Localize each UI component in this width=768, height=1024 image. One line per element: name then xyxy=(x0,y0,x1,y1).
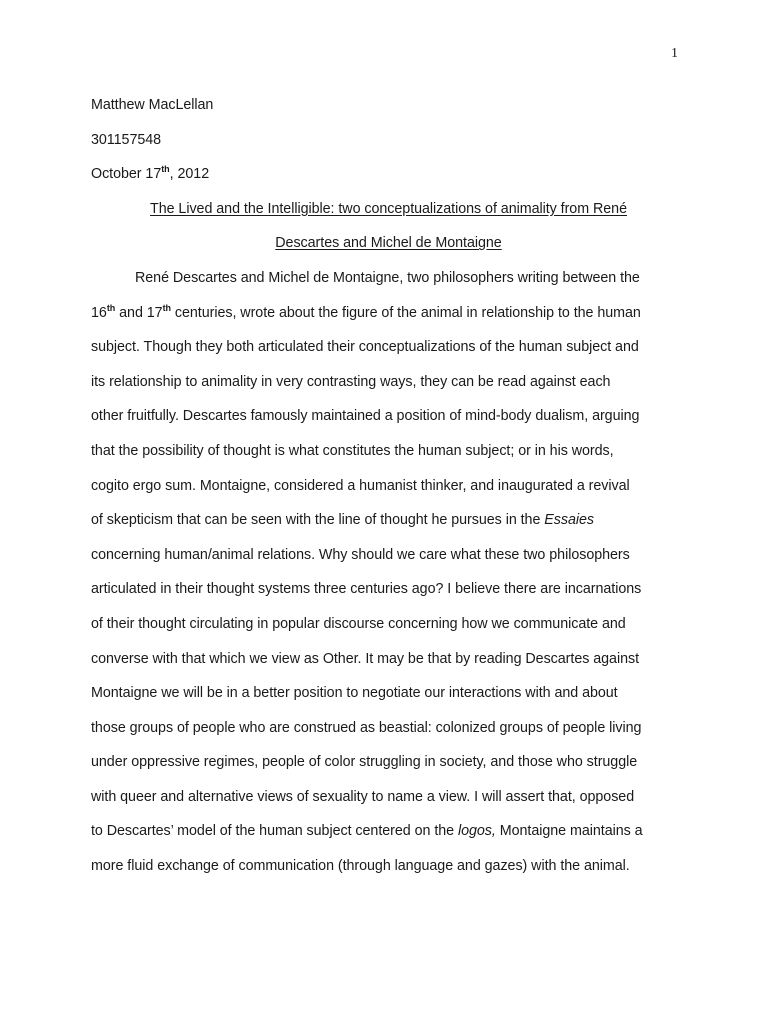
author-name: Matthew MacLellan xyxy=(91,97,214,113)
century-16: 16 xyxy=(91,304,107,321)
essay-title-line-2 xyxy=(91,226,686,261)
body-line: those groups of people who are construed as beastial: colonized groups of people living xyxy=(91,719,642,736)
body-line: that the possibility of thought is what constitutes the human subject; or in his words, xyxy=(91,442,614,459)
ordinal-suffix: th xyxy=(106,302,116,313)
body-text: to Descartes’ model of the human subject centered on the xyxy=(91,823,458,840)
body-line xyxy=(91,814,686,849)
italic-title-essaies: Essaies xyxy=(544,512,595,529)
body-line: cogito ergo sum. Montaigne, considered a humanist thinker, and inaugurated a revival xyxy=(91,477,630,494)
ordinal-suffix: th xyxy=(162,302,171,313)
essay-title-text-2: Descartes and Michel de Montaigne xyxy=(275,235,502,252)
document-body xyxy=(91,88,686,884)
body-line: concerning human/animal relations. Why should we care what these two philosophers xyxy=(91,546,630,563)
body-line: under oppressive regimes, people of color struggling in society, and those who struggle xyxy=(91,754,638,771)
body-line: René Descartes and Michel de Montaigne, two philosophers writing between the xyxy=(135,269,640,286)
body-line: other fruitfully. Descartes famously maintained a position of mind-body dualism, arguing xyxy=(91,408,640,425)
body-line: more fluid exchange of communication (through language and gazes) with the animal. xyxy=(91,858,630,875)
body-line: converse with that which we view as Other. It may be that by reading Descartes against xyxy=(91,650,639,667)
body-line xyxy=(91,503,686,538)
date-year: , 2012 xyxy=(169,166,210,183)
body-line: articulated in their thought systems three centuries ago? I believe there are incarnations xyxy=(91,581,642,598)
body-line: of their thought circulating in popular discourse concerning how we communicate and xyxy=(91,615,626,632)
date-month-day: October 17 xyxy=(91,166,162,183)
body-line: with queer and alternative views of sexuality to name a view. I will assert that, opposed xyxy=(91,788,635,805)
body-line: subject. Though they both articulated their conceptualizations of the human subject and xyxy=(91,339,639,356)
body-line: its relationship to animality in very contrasting ways, they can be read against each xyxy=(91,373,611,390)
italic-term-logos: logos, xyxy=(457,823,496,840)
student-id: 301157548 xyxy=(91,131,162,148)
body-text: Montaigne maintains a xyxy=(495,823,643,840)
century-17: and 17 xyxy=(115,304,163,321)
body-line: Montaigne we will be in a better position to negotiate our interactions with and about xyxy=(91,685,618,702)
essay-title-line-1 xyxy=(91,192,686,227)
date-line xyxy=(91,157,686,192)
body-text: centuries, wrote about the figure of the animal in relationship to the human xyxy=(170,304,641,321)
body-text: of skepticism that can be seen with the line of thought he pursues in the xyxy=(91,512,545,529)
body-line xyxy=(91,296,686,331)
essay-title-text-1: The Lived and the Intelligible: two conceptualizations of animality from René xyxy=(150,200,627,217)
page-number: 1 xyxy=(671,46,678,61)
date-suffix: th xyxy=(161,164,170,175)
